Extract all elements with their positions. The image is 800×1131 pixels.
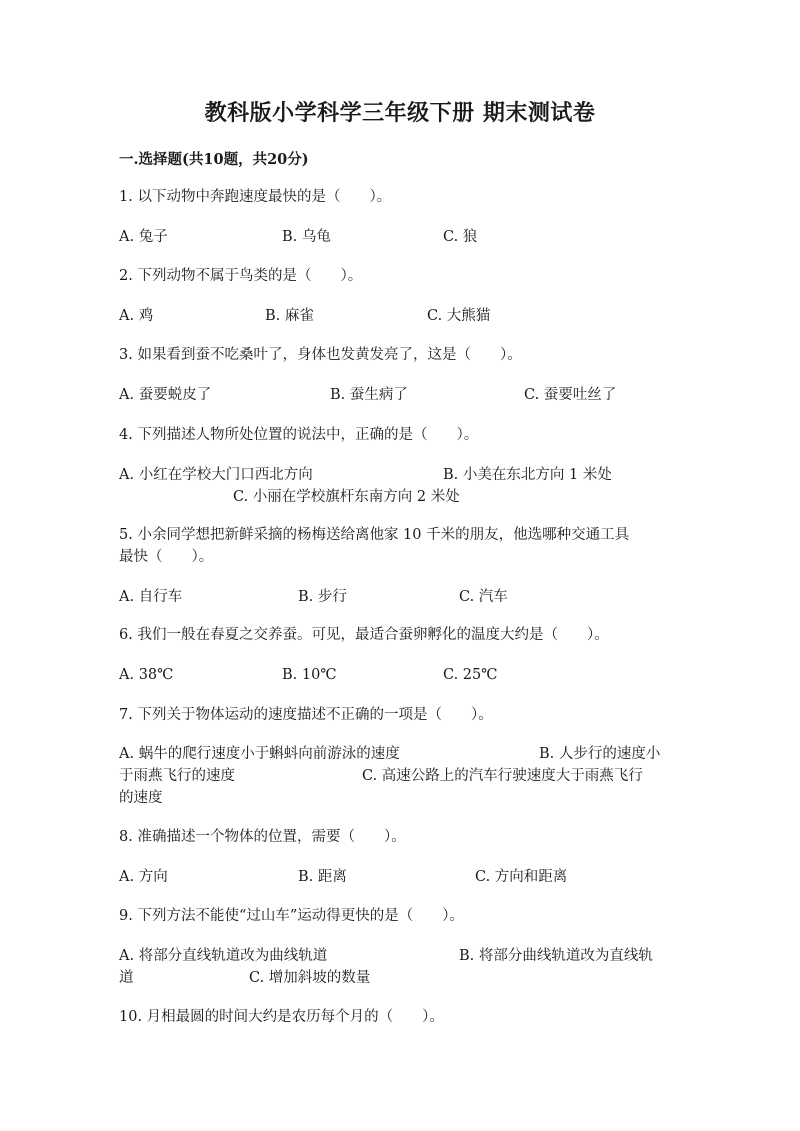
question-3-option-a: A. 蚕要蜕皮了 bbox=[119, 387, 212, 403]
question-5-option-a: A. 自行车 bbox=[119, 589, 183, 605]
question-5-option-c: C. 汽车 bbox=[459, 589, 508, 605]
question-4-stem: 4. 下列描述人物所处位置的说法中，正确的是（ ）。 bbox=[119, 427, 479, 443]
question-1-option-a: A. 兔子 bbox=[119, 229, 168, 245]
question-8-option-a: A. 方向 bbox=[119, 869, 168, 885]
question-5-stem-line-1: 5. 小余同学想把新鲜采摘的杨梅送给离他家 10 千米的朋友，他选哪种交通工具 bbox=[119, 527, 630, 543]
question-1-stem: 1. 以下动物中奔跑速度最快的是（ ）。 bbox=[119, 189, 392, 205]
question-8-option-b: B. 距离 bbox=[298, 869, 347, 885]
question-2-stem: 2. 下列动物不属于鸟类的是（ ）。 bbox=[119, 268, 363, 284]
question-9-stem: 9. 下列方法不能使“过山车”运动得更快的是（ ）。 bbox=[119, 908, 465, 924]
question-2-option-c: C. 大熊猫 bbox=[427, 308, 491, 324]
question-9-option-b: B. 将部分曲线轨道改为直线轨 bbox=[459, 948, 653, 964]
question-5-stem-line-2: 最快（ ）。 bbox=[119, 549, 214, 565]
question-6-option-c: C. 25℃ bbox=[443, 667, 498, 683]
question-1-option-b: B. 乌龟 bbox=[282, 229, 331, 245]
question-2-option-b: B. 麻雀 bbox=[265, 308, 314, 324]
question-6-option-a: A. 38℃ bbox=[119, 667, 174, 683]
question-4-option-a: A. 小红在学校大门口西北方向 bbox=[119, 467, 313, 483]
question-4-option-b: B. 小美在东北方向 1 米处 bbox=[443, 467, 612, 483]
question-7-option-b: B. 人步行的速度小 bbox=[539, 746, 661, 762]
question-6-option-b: B. 10℃ bbox=[282, 667, 337, 683]
question-6-stem: 6. 我们一般在春夏之交养蚕。可见，最适合蚕卵孵化的温度大约是（ ）。 bbox=[119, 627, 609, 643]
question-7-option-c-continued: 的速度 bbox=[119, 790, 163, 806]
question-5-option-b: B. 步行 bbox=[298, 589, 347, 605]
question-7-stem: 7. 下列关于物体运动的速度描述不正确的一项是（ ）。 bbox=[119, 707, 493, 723]
page-title: 教科版小学科学三年级下册 期末测试卷 bbox=[204, 100, 596, 126]
question-9-option-c: C. 增加斜坡的数量 bbox=[249, 970, 371, 986]
question-8-stem: 8. 准确描述一个物体的位置，需要（ ）。 bbox=[119, 829, 406, 845]
question-10-stem: 10. 月相最圆的时间大约是农历每个月的（ ）。 bbox=[119, 1009, 444, 1025]
question-9-option-b-continued: 道 bbox=[119, 970, 134, 986]
question-7-option-c: C. 高速公路上的汽车行驶速度大于雨燕飞行 bbox=[362, 768, 643, 784]
question-1-option-c: C. 狼 bbox=[443, 229, 478, 245]
question-2-option-a: A. 鸡 bbox=[119, 308, 154, 324]
question-3-option-c: C. 蚕要吐丝了 bbox=[524, 387, 617, 403]
section-heading: 一.选择题(共10题，共20分) bbox=[119, 151, 309, 168]
question-7-option-a: A. 蜗牛的爬行速度小于蝌蚪向前游泳的速度 bbox=[119, 746, 400, 762]
question-7-option-b-continued: 于雨燕飞行的速度 bbox=[119, 768, 235, 784]
question-8-option-c: C. 方向和距离 bbox=[475, 869, 568, 885]
question-3-stem: 3. 如果看到蚕不吃桑叶了，身体也发黄发亮了，这是（ ）。 bbox=[119, 347, 522, 363]
question-9-option-a: A. 将部分直线轨道改为曲线轨道 bbox=[119, 948, 328, 964]
question-3-option-b: B. 蚕生病了 bbox=[330, 387, 408, 403]
question-4-option-c: C. 小丽在学校旗杆东南方向 2 米处 bbox=[233, 489, 460, 505]
